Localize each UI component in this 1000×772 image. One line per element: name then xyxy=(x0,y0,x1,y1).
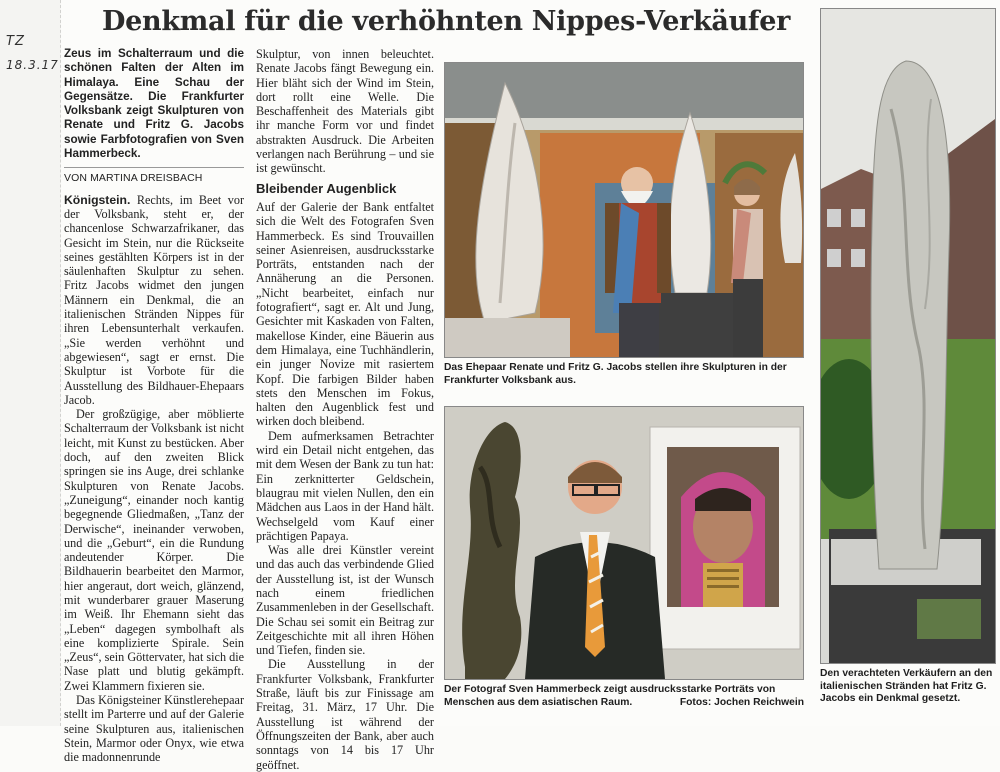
paragraph: Der großzügige, aber möblierte Schalterraum der Volksbank ist nicht leicht, mit Kunst zu bestücken. Aber doch, auf den zweiten Blick springen sie ins Auge, drei schlanke Skulpturen von Renate Jacobs. „Zuneigung“, einander noch kantig begegnende Gliedmaßen, „Tanz der Derwische“, ineinander verwoben, und die „Geburt“, ein die Rundung andeutender Körper. Die Bildhauerin bearbeitet den Marmor, hier angeraut, dort weich, glänzend, mit wunderbarer grauer Maserung im Weiß. Ihr Ehemann sieht das „Leben“ dagegen symbolhaft als eine komplizierte Spirale. Sein „Zeus“, sein Göttervater, hat sich die Nase platt und blutig gekämpft. Zwei Klammern fixieren sie. xyxy=(64,407,244,693)
caption-photo-1: Das Ehepaar Renate und Fritz G. Jacobs stellen ihre Skulpturen in der Frankfurter Volksbank aus. xyxy=(444,362,787,386)
paragraph: Skulptur, von innen beleuchtet. Renate Jacobs fängt Bewegung ein. Hier bläht sich der Wind im Stein, dort rollt eine Welle. Die Beschaffenheit des Materials gibt ihr manche Form vor und findet abstrakten Ausdruck. Die Arbeiten verlangen nach Berührung – und sie ist gewünscht. xyxy=(256,47,434,176)
photo-photographer xyxy=(444,406,804,680)
photo-artist-couple xyxy=(444,62,804,358)
clipping-margin xyxy=(0,0,61,726)
photo-sculpture-monument xyxy=(820,8,996,664)
article-lead: Zeus im Schalterraum und die schönen Falten der Alten im Himalaya. Eine Schau der Gegensätze. Die Frankfurter Volksbank zeigt Skulpturen von Renate und Fritz G. Jacobs sowie Farbfotografien von Sven Hammerbeck. xyxy=(64,47,244,161)
dateline: Königstein. xyxy=(64,192,131,207)
handwritten-source-note: TZ xyxy=(6,34,25,49)
paragraph: Die Ausstellung in der Frankfurter Volksbank, Frankfurter Straße, läuft bis zur Finissage am Freitag, 31. März, 17 Uhr. Die Ausstellung ist während der Öffnungszeiten der Bank, aber auch sonntags von 14 bis 17 Uhr geöffnet. xyxy=(256,657,434,772)
paragraph: Was alle drei Künstler vereint und das auch das verbindende Glied der Ausstellung ist, ist der Wunsch nach einem friedlichen Zusammenleben in der Gesellschaft. Die Schau sei somit ein Beitrag zur Zeitgeschichte mit all ihren Höhen und Tiefen, finden sie. xyxy=(256,543,435,658)
article-subheading: Bleibender Augenblick xyxy=(256,180,397,196)
article-column-1 xyxy=(64,47,244,765)
paragraph: Dem aufmerksamen Betrachter wird ein Detail nicht entgehen, das mit dem Wesen der Bank zu tun hat: Ein zerknitterter Geldschein, blaugrau mit vielen Nullen, den ein Mädchen aus Laos in der Hand hält. Wechselgeld vom Kauf einer prächtigen Papaya. xyxy=(256,428,434,543)
article-headline: Denkmal für die verhöhnten Nippes-Verkäufer xyxy=(102,6,791,37)
paragraph xyxy=(64,193,244,407)
caption-text: Der Fotograf Sven Hammerbeck zeigt ausdrucksstarke Porträts von Menschen aus dem asiatischen Raum. xyxy=(444,684,776,708)
article-byline: VON MARTINA DREISBACH xyxy=(64,167,244,185)
article-column-2 xyxy=(256,47,434,772)
paragraph-text: Rechts, im Beet vor der Volksbank, steht er, der chancenlose Schwarzafrikaner, das Gesicht im Stein, nur die Rückseite seines gestählten Körpers ist in der säulenhaften Skulptur zu sehen. Fritz Jacobs widmet den jungen Männern ein Denkmal, die an italienischen Stränden Nippes für ihren Lebensunterhalt verkaufen. „Sie werden verhöhnt und abgewiesen“, sagt er ernst. Die Skulptur ist Vorbote für die Ausstellung des Bildhauer-Ehepaars Jacob. xyxy=(64,192,244,407)
photo-credit: Fotos: Jochen Reichwein xyxy=(679,696,804,708)
caption-photo-2 xyxy=(444,684,804,709)
handwritten-date-note: 18.3.17 xyxy=(6,58,59,72)
paragraph: Auf der Galerie der Bank entfaltet sich die Welt des Fotografen Sven Hammerbeck. Es sind Trouvaillen seiner Asienreisen, ausdrucksstarke Porträts, entstanden nach der Annäherung an die Personen. „Nicht bearbeitet, einfach nur fotografiert“, sagt er. Alt und Jung, Gesichter mit Kaskaden von Falten, makellose Kinder, eine Bäuerin aus dem Himalaya, eine Tuchhändlerin, ein junger Novize mit rasiertem Kopf. Die farbigen Bilder haben stets den Menschen im Fokus, halten den Augenblick fest und wirken doch bleibend. xyxy=(256,199,434,429)
paragraph: Das Königsteiner Künstlerehepaar stellt im Parterre und auf der Galerie seine Skulpturen aus, italienischen Stein, Marmor oder Onyx, wie etwa die madonnenrunde xyxy=(64,693,244,765)
caption-photo-3: Den verachteten Verkäufern an den italienischen Stränden hat Fritz G. Jacobs ein Denkmal gesetzt. xyxy=(820,668,993,704)
